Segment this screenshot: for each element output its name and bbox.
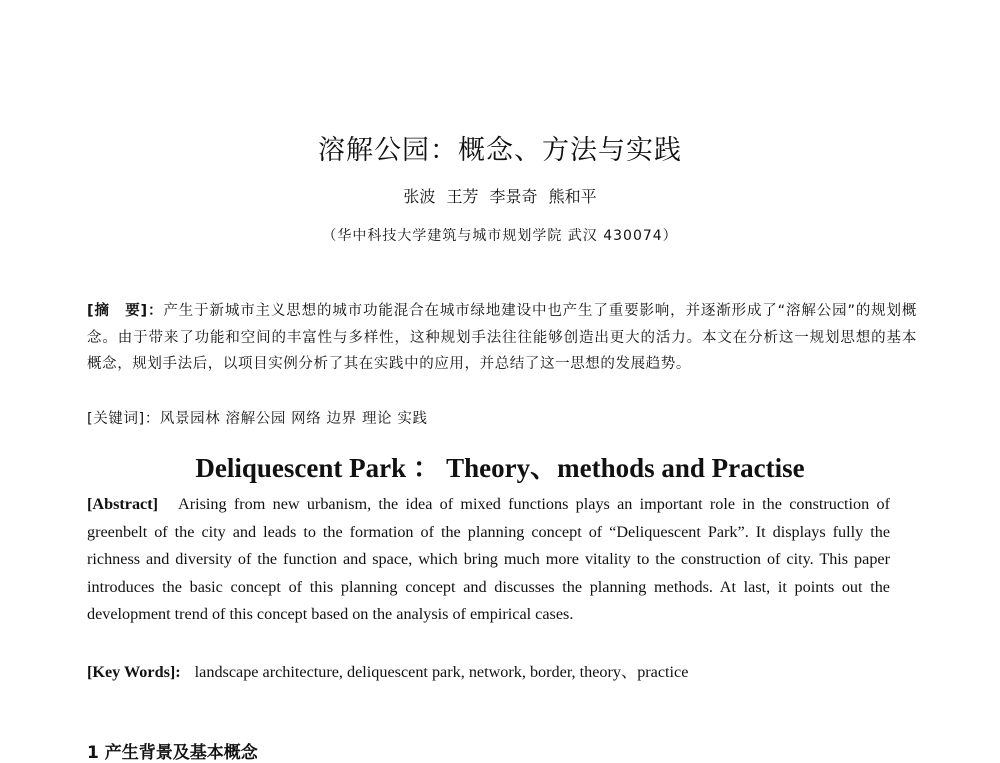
chinese-keywords-text: 风景园林 溶解公园 网络 边界 理论 实践	[159, 411, 428, 427]
chinese-abstract-label: [摘 要]：	[87, 303, 164, 319]
chinese-abstract	[87, 298, 917, 378]
english-abstract-text: Arising from new urbanism, the idea of mixed functions plays an important role in the construction of greenbelt of the city and leads to the formation of the planning concept of “Deliquescent Park”. It displays fully the richness and diversity of the function and space, which bring much more vitality to the construction of city. This paper introduces the basic concept of this planning concept and discusses the planning methods. At last, it points out the development trend of this concept based on the analysis of empirical cases.	[87, 495, 890, 623]
english-keywords-label: [Key Words]:	[87, 663, 181, 681]
affiliation: （华中科技大学建筑与城市规划学院 武汉 430074）	[322, 228, 678, 244]
english-keywords	[87, 658, 917, 682]
chinese-keywords-label: [关键词]：	[87, 411, 160, 427]
english-abstract-label: [Abstract]	[87, 495, 159, 513]
chinese-keywords	[87, 407, 917, 428]
section-heading: 1 产生背景及基本概念	[87, 743, 258, 763]
english-title: Deliquescent Park ： Theory、methods and Practise	[195, 453, 805, 483]
author-list: 张波 王芳 李景奇 熊和平	[403, 187, 597, 206]
chinese-abstract-text: 产生于新城市主义思想的城市功能混合在城市绿地建设中也产生了重要影响，并逐渐形成了“溶解公园”的规划概念。由于带来了功能和空间的丰富性与多样性，这种规划手法往往能够创造出更大的活力。本文在分析这一规划思想的基本概念，规划手法后，以项目实例分析了其在实践中的应用，并总结了这一思想的发展趋势。	[87, 303, 917, 372]
english-abstract	[87, 491, 890, 629]
chinese-title: 溶解公园：概念、方法与实践	[318, 135, 682, 166]
english-keywords-text: landscape architecture, deliquescent park, network, border, theory、practice	[194, 663, 689, 681]
